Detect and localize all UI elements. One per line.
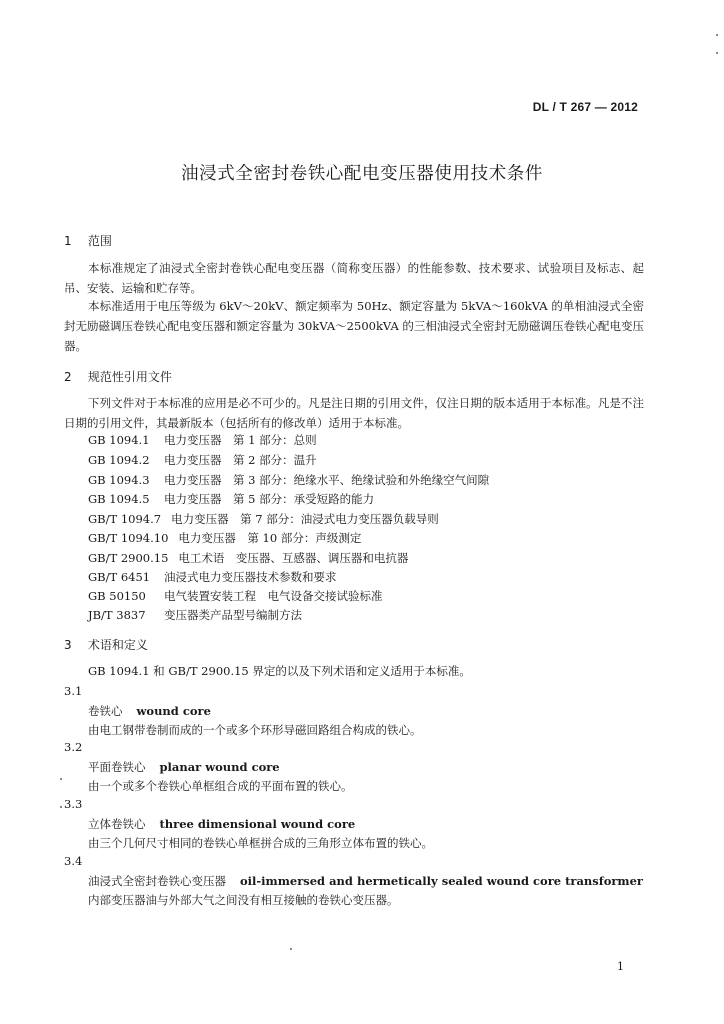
reference-code: GB/T 1094.10	[88, 531, 169, 545]
section-number: 2	[64, 370, 72, 384]
term-heading	[88, 702, 211, 720]
term-zh: 平面卷铁心	[88, 760, 146, 774]
term-number: 3.2	[64, 740, 83, 754]
section-title: 范围	[87, 234, 112, 248]
reference-title: 油浸式电力变压器技术参数和要求	[164, 570, 337, 584]
scan-speck	[290, 948, 292, 950]
section-number: 3	[64, 638, 72, 652]
document-title: 油浸式全密封卷铁心配电变压器使用技术条件	[181, 164, 543, 184]
term-zh: 油浸式全密封卷铁心变压器	[88, 874, 226, 888]
term-number: 3.3	[64, 797, 83, 811]
term-number: 3.1	[64, 684, 83, 698]
reference-title: 电力变压器 第 5 部分：承受短路的能力	[164, 492, 375, 506]
references-intro: 下列文件对于本标准的应用是必不可少的。凡是注日期的引用文件，仅注日期的版本适用于本标准。凡是不注日期的引用文件，其最新版本（包括所有的修改单）适用于本标准。	[64, 396, 644, 430]
reference-item	[88, 587, 383, 605]
scan-speck	[716, 52, 718, 54]
reference-title: 电力变压器 第 2 部分：温升	[164, 453, 317, 467]
term-zh: 立体卷铁心	[88, 817, 146, 831]
term-zh: 卷铁心	[88, 704, 123, 718]
term-definition: 由一个或多个卷铁心单框组合成的平面布置的铁心。	[88, 779, 353, 793]
scan-speck	[60, 806, 62, 808]
reference-code: GB 1094.5	[88, 492, 150, 506]
term-en: oil-immersed and hermetically sealed wound core transformer	[240, 874, 643, 888]
terms-intro: GB 1094.1 和 GB/T 2900.15 界定的以及下列术语和定义适用于本标准。	[88, 664, 471, 678]
section-title: 术语和定义	[87, 638, 148, 652]
reference-code: GB/T 6451	[88, 570, 151, 584]
scan-speck	[716, 34, 718, 36]
standard-code: DL / T 267 — 2012	[532, 100, 638, 114]
term-definition: 由三个几何尺寸相同的卷铁心单框拼合成的三角形立体布置的铁心。	[88, 836, 433, 850]
term-definition: 由电工钢带卷制而成的一个或多个环形导磁回路组合构成的铁心。	[88, 723, 422, 737]
reference-code: GB/T 2900.15	[88, 551, 169, 565]
scan-speck	[60, 778, 62, 780]
reference-item	[88, 529, 361, 547]
reference-item	[88, 549, 408, 567]
reference-title: 电力变压器 第 1 部分：总则	[164, 433, 317, 447]
scope-paragraph-1: 本标准规定了油浸式全密封卷铁心配电变压器（简称变压器）的性能参数、技术要求、试验项目及标志、起吊、安装、运输和贮存等。	[64, 261, 644, 295]
reference-title: 电力变压器 第 3 部分：绝缘水平、绝缘试验和外绝缘空气间隙	[164, 473, 490, 487]
reference-code: GB 50150	[88, 589, 146, 603]
reference-item	[88, 451, 317, 469]
term-definition: 内部变压器油与外部大气之间没有相互接触的卷铁心变压器。	[88, 893, 399, 907]
reference-item	[88, 431, 317, 449]
term-en: wound core	[136, 704, 211, 718]
reference-title: 电力变压器 第 10 部分：声级测定	[178, 531, 362, 545]
reference-code: GB/T 1094.7	[88, 512, 162, 526]
section-heading-scope	[64, 232, 112, 249]
scope-paragraph-2: 本标准适用于电压等级为 6kV～20kV、额定频率为 50Hz、额定容量为 5kVA～160kVA 的单相油浸式全密封无励磁调压卷铁心配电变压器和额定容量为 30kVA～2500kVA 的三相油浸式全密封无励磁调压卷铁心配电变压器。	[64, 299, 644, 353]
section-heading-references	[64, 368, 172, 385]
section-heading-terms	[64, 636, 148, 653]
reference-title: 变压器类产品型号编制方法	[164, 608, 302, 622]
term-heading	[88, 758, 280, 776]
term-en: three dimensional wound core	[159, 817, 356, 831]
reference-code: GB 1094.2	[88, 453, 150, 467]
reference-title: 电力变压器 第 7 部分：油浸式电力变压器负载导则	[171, 512, 439, 526]
reference-item	[88, 606, 302, 624]
term-heading	[88, 872, 643, 890]
section-title: 规范性引用文件	[87, 370, 172, 384]
reference-item	[88, 471, 489, 489]
reference-code: JB/T 3837	[88, 608, 146, 622]
term-number: 3.4	[64, 854, 83, 868]
term-en: planar wound core	[159, 760, 280, 774]
reference-item	[88, 490, 374, 508]
reference-code: GB 1094.3	[88, 473, 150, 487]
term-heading	[88, 815, 355, 833]
page-number: 1	[617, 960, 624, 973]
reference-item	[88, 568, 337, 586]
section-number: 1	[64, 234, 72, 248]
reference-code: GB 1094.1	[88, 433, 150, 447]
reference-title: 电气装置安装工程 电气设备交接试验标准	[164, 589, 383, 603]
reference-title: 电工术语 变压器、互感器、调压器和电抗器	[178, 551, 409, 565]
reference-item	[88, 510, 439, 528]
